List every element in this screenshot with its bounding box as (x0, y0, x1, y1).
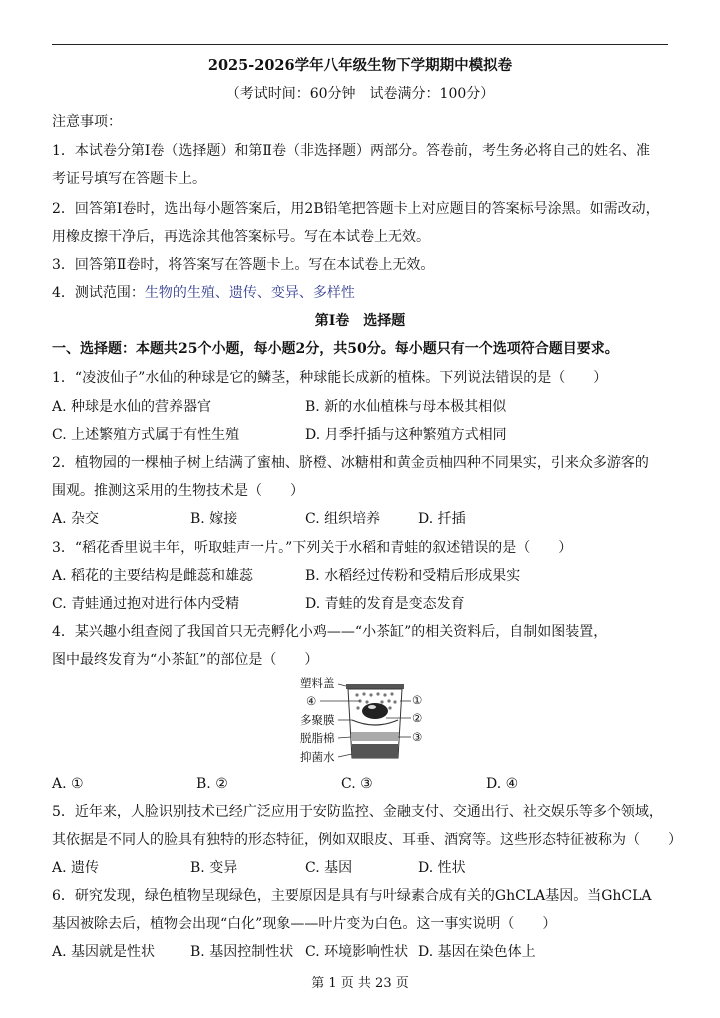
note-3: 3．回答第Ⅱ卷时，将答案写在答题卡上。写在本试卷上无效。 (52, 257, 435, 273)
germinal-disc (368, 705, 376, 709)
q4-option-c[interactable]: C. ③ (341, 776, 373, 792)
water-pointer (338, 754, 352, 757)
q3-option-a[interactable]: A. 稻花的主要结构是雌蕊和雄蕊 (52, 568, 254, 584)
q5-option-c[interactable]: C. 基因 (305, 860, 353, 876)
q3-option-b[interactable]: B. 水稻经过传粉和受精后形成果实 (305, 568, 521, 584)
question-6-stem-line-2: 基因被除去后，植物会出现“白化”现象——叶片变为白色。这一事实说明（ ） (52, 916, 557, 932)
q1-option-c[interactable]: C. 上述繁殖方式属于有性生殖 (52, 427, 240, 443)
test-scope: 生物的生殖、遗传、变异、多样性 (144, 285, 355, 301)
q5-option-d[interactable]: D. 性状 (418, 860, 466, 876)
q6-option-c[interactable]: C. 环境影响性状 (305, 944, 409, 960)
question-6-stem-line-1: 6．研究发现，绿色植物呈现绿色，主要原因是具有与叶绿素合成有关的GhCLA基因。当GhCLA (52, 888, 652, 904)
note-2-line-1: 2．回答第Ⅰ卷时，选出每小题答案后，用2B铅笔把答题卡上对应题目的答案标号涂黑。如需改动， (52, 201, 660, 217)
q2-option-a[interactable]: A. 杂交 (52, 511, 100, 527)
q1-option-d[interactable]: D. 月季扦插与这种繁殖方式相同 (305, 427, 507, 443)
note-1-line-2: 考证号填写在答题卡上。 (52, 171, 206, 187)
egg-incubator-figure (300, 674, 430, 770)
header-rule (52, 44, 668, 45)
q6-option-d[interactable]: D. 基因在染色体上 (418, 944, 536, 960)
note-4-prefix: 4．测试范围： (52, 285, 145, 301)
q1-option-a[interactable]: A. 种球是水仙的营养器官 (52, 399, 212, 415)
cotton-pointer (338, 737, 351, 738)
question-4-stem-line-1: 4．某兴趣小组查阅了我国首只无壳孵化小鸡——“小茶缸”的相关资料后，自制如图装置， (52, 624, 608, 640)
question-1-stem: 1．“凌波仙子”水仙的种球是它的鳞茎，种球能长成新的植株。下列说法错误的是（ ） (52, 370, 608, 386)
label-mark-3: ③ (412, 730, 423, 744)
q3-option-c[interactable]: C. 青蛙通过抱对进行体内受精 (52, 596, 240, 612)
q5-option-b[interactable]: B. 变异 (190, 860, 238, 876)
note-2-line-2: 用橡皮擦干净后，再选涂其他答案标号。写在本试卷上无效。 (52, 229, 430, 245)
part-heading: 一、选择题：本题共25个小题，每小题2分，共50分。每小题只有一个选项符合题目要求。 (52, 341, 619, 357)
page-footer: 第 1 页 共 23 页 (311, 976, 409, 991)
q3-option-d[interactable]: D. 青蛙的发育是变态发育 (305, 596, 465, 612)
question-4-stem-line-2: 图中最终发育为“小茶缸”的部位是（ ） (52, 652, 319, 668)
exam-subtitle: （考试时间：60分钟 试卷满分：100分） (225, 86, 495, 102)
q4-option-d[interactable]: D. ④ (486, 776, 519, 792)
label-mark-2: ② (412, 711, 423, 725)
q1-option-b[interactable]: B. 新的水仙植株与母本极其相似 (305, 399, 507, 415)
q2-option-b[interactable]: B. 嫁接 (190, 511, 238, 527)
cup-drawing (300, 674, 430, 770)
lid-pointer (338, 684, 346, 686)
lid-shape (346, 684, 404, 689)
question-5-stem-line-1: 5．近年来，人脸识别技术已经广泛应用于安防监控、金融支付、交通出行、社交娱乐等多个领域， (52, 804, 663, 820)
q2-option-c[interactable]: C. 组织培养 (305, 511, 381, 527)
question-2-stem-line-1: 2．植物园的一棵柚子树上结满了蜜柚、脐橙、冰糖柑和黄金贡柚四种不同果实，引来众多游客的 (52, 455, 649, 471)
q5-option-a[interactable]: A. 遗传 (52, 860, 100, 876)
q4-option-a[interactable]: A. ① (52, 776, 84, 792)
label-plastic-lid: 塑料盖 (300, 676, 335, 690)
q2-option-d[interactable]: D. 扦插 (418, 511, 466, 527)
label-cotton: 脱脂棉 (300, 731, 335, 745)
q6-option-b[interactable]: B. 基因控制性状 (190, 944, 294, 960)
label-polymer-film: 多聚膜 (300, 713, 335, 727)
cotton-layer (351, 732, 399, 741)
question-3-stem: 3．“稻花香里说丰年，听取蛙声一片。”下列关于水稻和青蛙的叙述错误的是（ ） (52, 540, 573, 556)
label-mark-1: ① (412, 693, 423, 707)
water-layer (352, 744, 398, 758)
question-2-stem-line-2: 围观。推测这采用的生物技术是（ ） (52, 483, 304, 499)
notes-heading: 注意事项： (52, 114, 122, 130)
yolk-shape (362, 703, 388, 719)
question-5-stem-line-2: 其依据是不同人的脸具有独特的形态特征，例如双眼皮、耳垂、酒窝等。这些形态特征被称为（ ） (52, 832, 682, 848)
label-antibacterial-water: 抑菌水 (300, 750, 335, 764)
q6-option-a[interactable]: A. 基因就是性状 (52, 944, 156, 960)
label-mark-4: ④ (306, 694, 317, 708)
note-4 (52, 283, 670, 303)
exam-title: 2025-2026学年八年级生物下学期期中模拟卷 (207, 57, 513, 74)
q4-option-b[interactable]: B. ② (196, 776, 228, 792)
note-1-line-1: 1．本试卷分第Ⅰ卷（选择题）和第Ⅱ卷（非选择题）两部分。答卷前，考生务必将自己的姓名、准 (52, 143, 650, 159)
volume-title: 第Ⅰ卷 选择题 (314, 313, 406, 329)
